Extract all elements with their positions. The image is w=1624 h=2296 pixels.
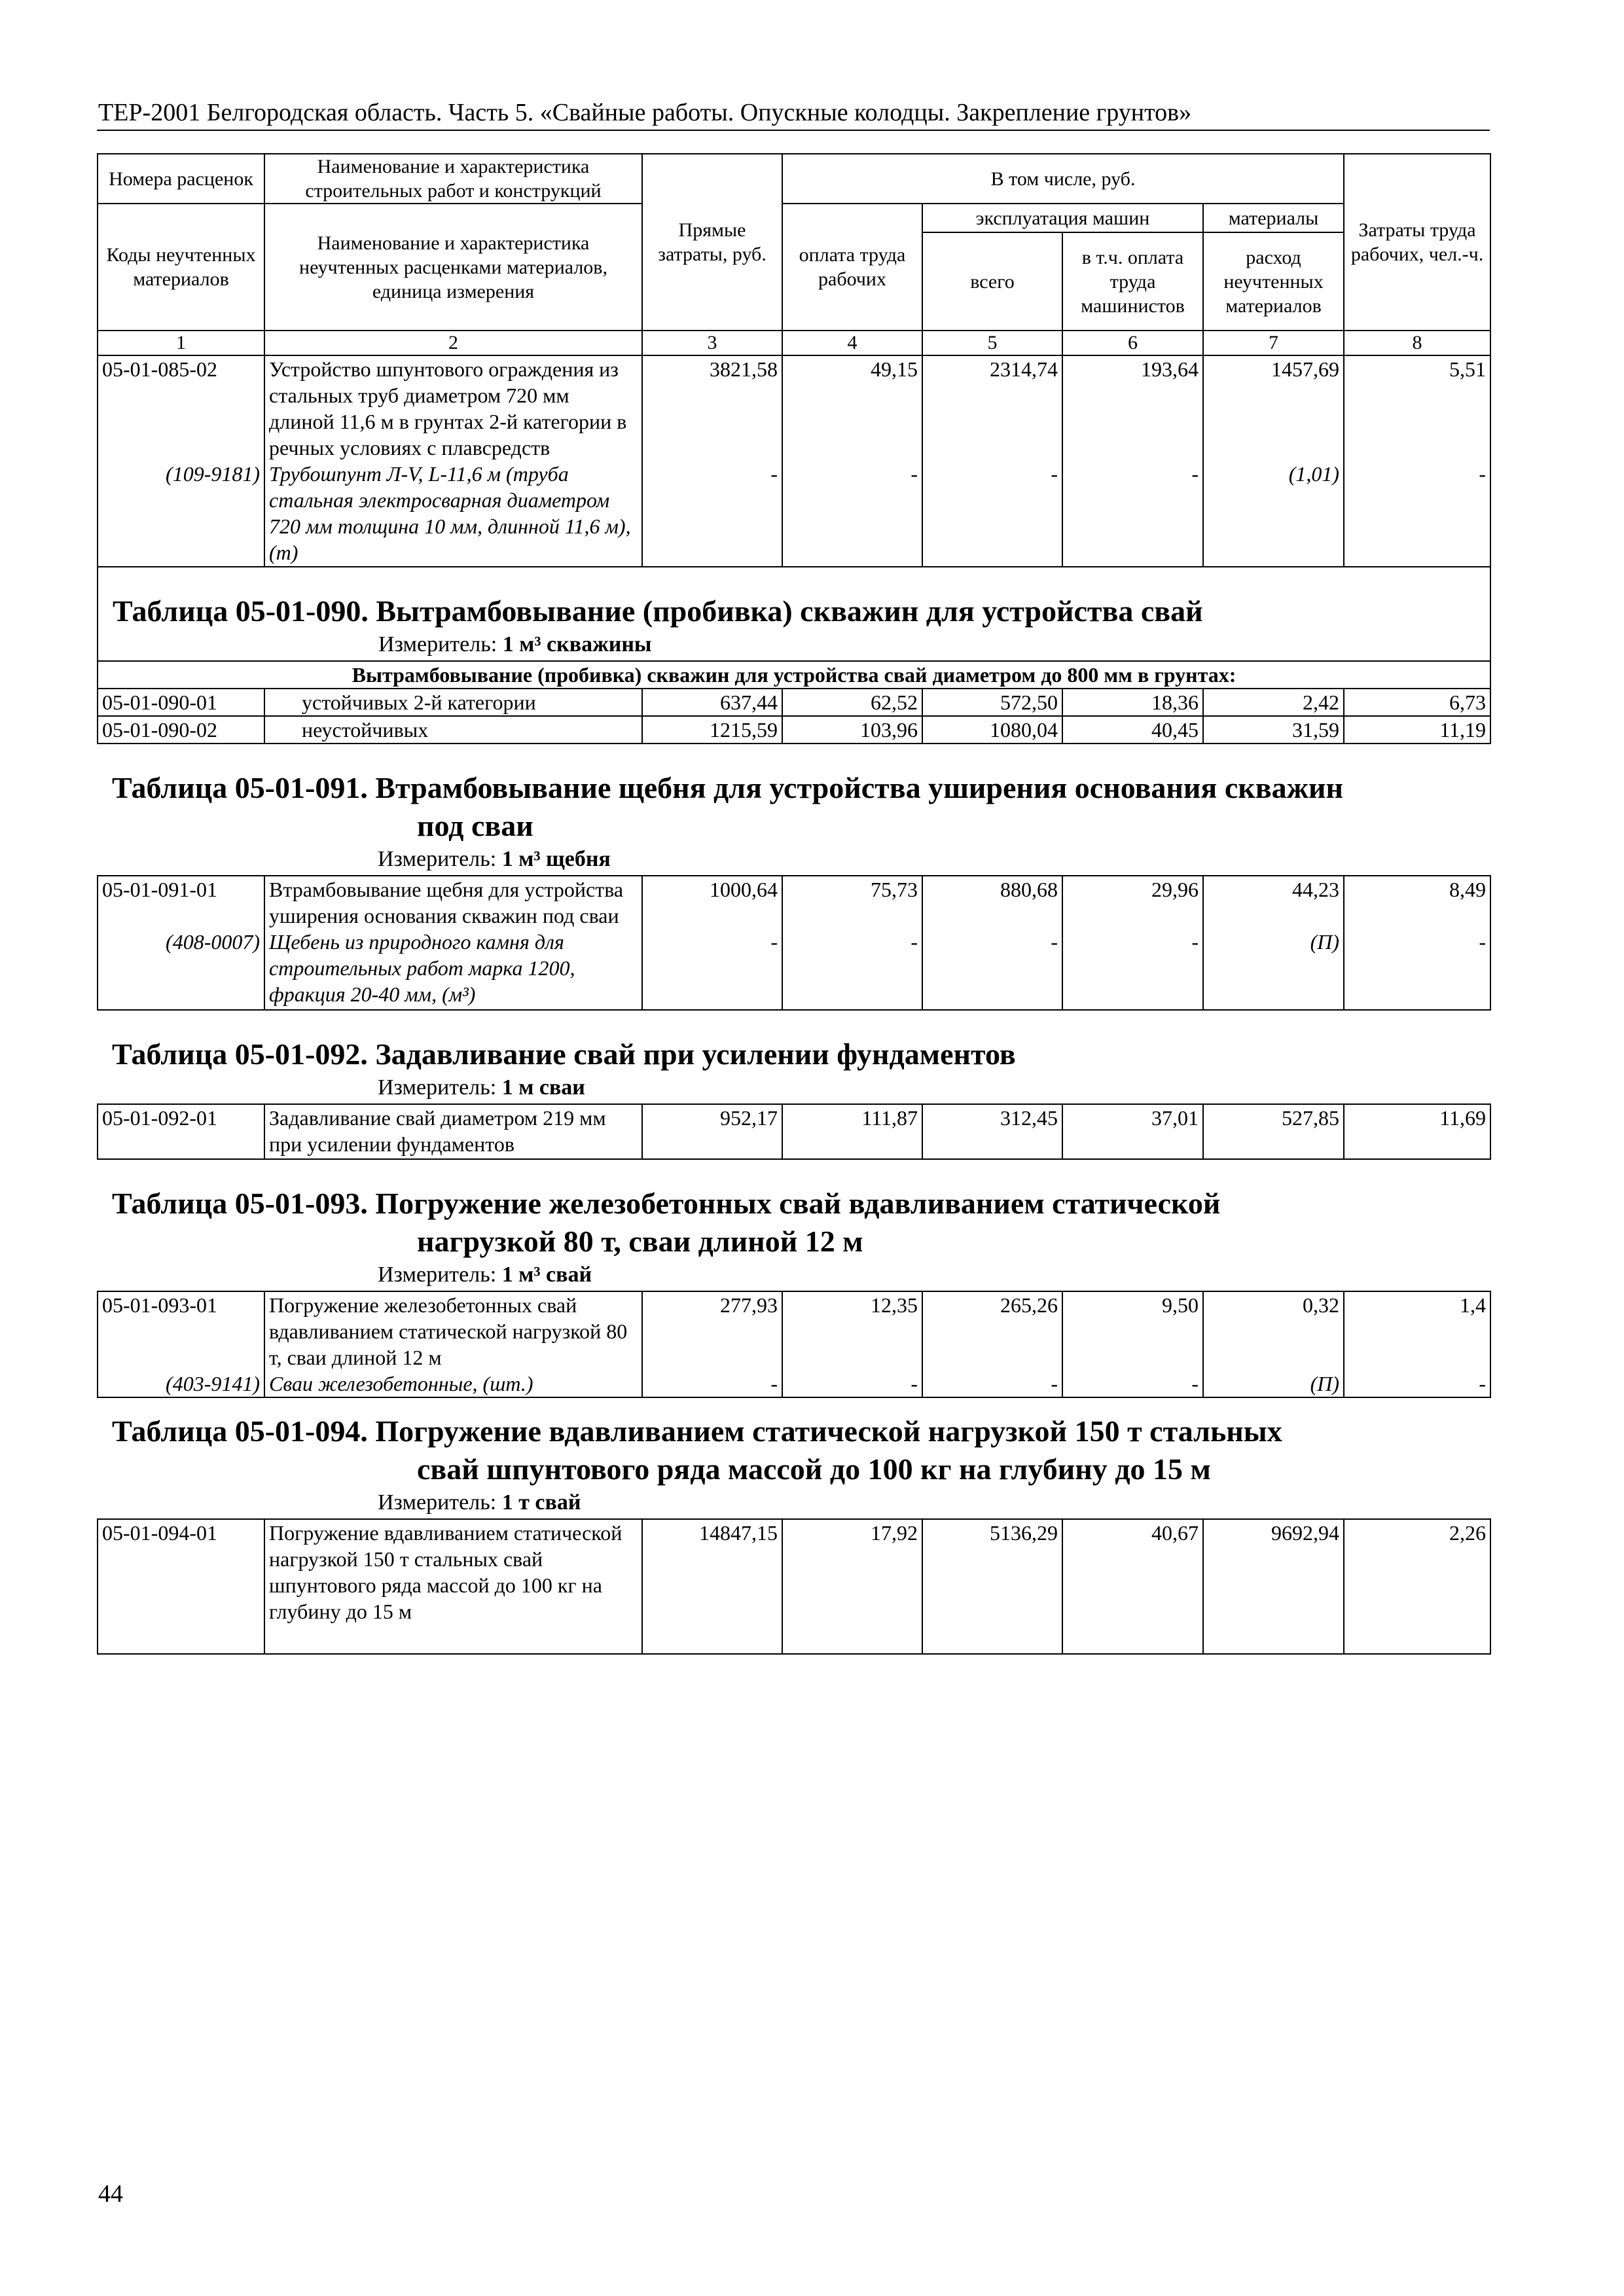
section-title-090 [98, 567, 1490, 630]
measure-row [98, 845, 1490, 876]
column-number: 1 [98, 331, 264, 355]
rate-code: 05-01-090-01 [98, 689, 264, 716]
direct-costs: 14847,15 [642, 1519, 782, 1654]
material-value: - [1344, 929, 1490, 1010]
direct-costs: 277,93 [642, 1291, 782, 1371]
section-title-text-2: нагрузкой 80 т, сваи длиной 12 м [417, 1225, 863, 1258]
worker-wages: 103,96 [782, 716, 922, 744]
machines-total: 1080,04 [922, 716, 1062, 744]
labor-hours: 5,51 [1344, 355, 1490, 461]
worker-wages: 17,92 [782, 1519, 922, 1654]
table-row [98, 355, 1490, 461]
materials-cost: 44,23 [1203, 876, 1344, 929]
column-number: 2 [264, 331, 642, 355]
section-title-text: Таблица 05-01-094. Погружение вдавливанием статической нагрузкой 150 т стальных [112, 1414, 1282, 1448]
rate-code: 05-01-085-02 [98, 355, 264, 461]
rate-name: Задавливание свай диаметром 219 мм при усилении фундаментов [264, 1104, 642, 1159]
material-value: - [642, 929, 782, 1010]
material-name: Трубошпунт Л-V, L-11,6 м (труба стальная электросварная диаметром 720 мм толщина 10 мм, длинной 11,6 м), (т) [264, 461, 642, 567]
section-title-092 [98, 1010, 1490, 1073]
table-row [98, 876, 1490, 929]
header-machine-operation: эксплуатация машин [922, 204, 1203, 232]
material-value: - [1344, 461, 1490, 567]
measure-label: Измеритель: [378, 1263, 497, 1287]
rate-name: Погружение вдавливанием статической нагрузкой 150 т стальных свай шпунтового ряда массой до 100 кг на глубину до 15 м [264, 1519, 642, 1654]
column-number: 4 [782, 331, 922, 355]
direct-costs: 952,17 [642, 1104, 782, 1159]
material-consumption: (П) [1203, 1371, 1344, 1397]
page-number: 44 [98, 2180, 123, 2208]
machines-total: 312,45 [922, 1104, 1062, 1159]
column-number: 5 [922, 331, 1062, 355]
section-title-text-2: под сваи [417, 809, 533, 842]
worker-wages: 49,15 [782, 355, 922, 461]
material-value: - [1062, 1371, 1203, 1397]
material-consumption: (1,01) [1203, 461, 1344, 567]
header-worker-wages: оплата труда рабочих [782, 204, 922, 331]
material-code: (403-9141) [98, 1371, 264, 1397]
labor-hours: 2,26 [1344, 1519, 1490, 1654]
operator-wages: 29,96 [1062, 876, 1203, 929]
material-row [98, 929, 1490, 1010]
material-value: - [922, 461, 1062, 567]
rate-code: 05-01-093-01 [98, 1291, 264, 1371]
header-direct-costs: Прямые затраты, руб. [642, 154, 782, 331]
header-rate-numbers: Номера расценок [98, 154, 264, 204]
measure-label: Измеритель: [378, 847, 497, 871]
table-row [98, 689, 1490, 716]
header-operator-wages: в т.ч. оплата труда машинистов [1062, 232, 1203, 331]
materials-cost: 31,59 [1203, 716, 1344, 744]
labor-hours: 6,73 [1344, 689, 1490, 716]
labor-hours: 11,69 [1344, 1104, 1490, 1159]
operator-wages: 40,45 [1062, 716, 1203, 744]
page-header: ТЕР-2001 Белгородская область. Часть 5. «Свайные работы. Опускные колодцы. Закрепление грунтов» [98, 99, 1192, 126]
table-row [98, 1291, 1490, 1371]
direct-costs: 3821,58 [642, 355, 782, 461]
material-value: - [1344, 1371, 1490, 1397]
operator-wages: 37,01 [1062, 1104, 1203, 1159]
rate-name: Устройство шпунтового ограждения из стальных труб диаметром 720 мм длиной 11,6 м в грунтах 2-й категории в речных условиях с плавсредств [264, 355, 642, 461]
rate-name: Втрамбовывание щебня для устройства уширения основания скважин под сваи [264, 876, 642, 929]
section-title-text: Таблица 05-01-093. Погружение железобетонных свай вдавливанием статической [112, 1187, 1221, 1220]
header-unaccounted-materials: расход неучтенных материалов [1203, 232, 1344, 331]
material-code: (408-0007) [98, 929, 264, 1010]
header-work-name: Наименование и характеристика строительных работ и конструкций [264, 154, 642, 204]
section-title-text: Таблица 05-01-090. Вытрамбовывание (пробивка) скважин для устройства свай [113, 594, 1203, 628]
measure-value: 1 м³ скважины [502, 632, 652, 656]
rates-table-container [97, 153, 1490, 1655]
table-header-row [98, 154, 1490, 204]
material-value: - [922, 929, 1062, 1010]
materials-cost: 1457,69 [1203, 355, 1344, 461]
machines-total: 2314,74 [922, 355, 1062, 461]
direct-costs: 637,44 [642, 689, 782, 716]
rate-code: 05-01-091-01 [98, 876, 264, 929]
column-number: 3 [642, 331, 782, 355]
material-value: - [782, 929, 922, 1010]
materials-cost: 2,42 [1203, 689, 1344, 716]
measure-row [98, 1261, 1490, 1291]
operator-wages: 40,67 [1062, 1519, 1203, 1654]
measure-row [98, 630, 1490, 661]
materials-cost: 0,32 [1203, 1291, 1344, 1371]
header-material-codes: Коды неучтенных материалов [98, 204, 264, 331]
machines-total: 880,68 [922, 876, 1062, 929]
material-value: - [922, 1371, 1062, 1397]
worker-wages: 62,52 [782, 689, 922, 716]
rates-table [97, 153, 1491, 1655]
header-materials: материалы [1203, 204, 1344, 232]
section-title-094 [98, 1397, 1490, 1488]
worker-wages: 12,35 [782, 1291, 922, 1371]
material-row [98, 461, 1490, 567]
header-rule [97, 130, 1490, 131]
material-row [98, 1371, 1490, 1397]
machines-total: 5136,29 [922, 1519, 1062, 1654]
material-consumption: (П) [1203, 929, 1344, 1010]
worker-wages: 75,73 [782, 876, 922, 929]
column-number: 8 [1344, 331, 1490, 355]
rate-name: неустойчивых [264, 716, 642, 744]
column-number-row [98, 331, 1490, 355]
operator-wages: 193,64 [1062, 355, 1203, 461]
material-value: - [642, 1371, 782, 1397]
rate-code: 05-01-094-01 [98, 1519, 264, 1654]
section-title-text: Таблица 05-01-091. Втрамбовывание щебня для устройства уширения основания скважин [112, 771, 1343, 804]
header-labor-costs: Затраты труда рабочих, чел.-ч. [1344, 154, 1490, 331]
rate-name: Погружение железобетонных свай вдавливанием статической нагрузкой 80 т, сваи длиной 12 м [264, 1291, 642, 1371]
operator-wages: 18,36 [1062, 689, 1203, 716]
table-row [98, 716, 1490, 744]
subheading: Вытрамбовывание (пробивка) скважин для устройства свай диаметром до 800 мм в грунтах: [98, 661, 1490, 689]
material-value: - [782, 1371, 922, 1397]
section-title-text: Таблица 05-01-092. Задавливание свай при усилении фундаментов [112, 1037, 1016, 1071]
measure-value: 1 м сваи [501, 1075, 585, 1100]
material-name: Щебень из природного камня для строительных работ марка 1200, фракция 20-40 мм, (м³) [264, 929, 642, 1010]
worker-wages: 111,87 [782, 1104, 922, 1159]
operator-wages: 9,50 [1062, 1291, 1203, 1371]
section-title-text-2: свай шпунтового ряда массой до 100 кг на глубину до 15 м [417, 1452, 1211, 1486]
material-value: - [642, 461, 782, 567]
materials-cost: 9692,94 [1203, 1519, 1344, 1654]
material-value: - [782, 461, 922, 567]
material-value: - [1062, 461, 1203, 567]
materials-cost: 527,85 [1203, 1104, 1344, 1159]
measure-row [98, 1073, 1490, 1104]
direct-costs: 1000,64 [642, 876, 782, 929]
labor-hours: 1,4 [1344, 1291, 1490, 1371]
table-row [98, 1519, 1490, 1654]
section-title-091 [98, 744, 1490, 845]
subheading-row [98, 661, 1490, 689]
rate-code: 05-01-092-01 [98, 1104, 264, 1159]
measure-value: 1 м³ свай [501, 1263, 592, 1287]
machines-total: 265,26 [922, 1291, 1062, 1371]
rate-name: устойчивых 2-й категории [264, 689, 642, 716]
measure-label: Измеритель: [378, 632, 497, 656]
rate-code: 05-01-090-02 [98, 716, 264, 744]
header-machines-total: всего [922, 232, 1062, 331]
section-title-093 [98, 1159, 1490, 1261]
column-number: 7 [1203, 331, 1344, 355]
measure-row [98, 1488, 1490, 1519]
measure-label: Измеритель: [378, 1490, 497, 1515]
labor-hours: 8,49 [1344, 876, 1490, 929]
header-material-name: Наименование и характеристика неучтенных расценками материалов, единица измерения [264, 204, 642, 331]
machines-total: 572,50 [922, 689, 1062, 716]
material-code: (109-9181) [98, 461, 264, 567]
direct-costs: 1215,59 [642, 716, 782, 744]
measure-label: Измеритель: [378, 1075, 497, 1100]
table-row [98, 1104, 1490, 1159]
measure-value: 1 м³ щебня [501, 847, 611, 871]
labor-hours: 11,19 [1344, 716, 1490, 744]
material-name: Сваи железобетонные, (шт.) [264, 1371, 642, 1397]
header-in-total: В том числе, руб. [782, 154, 1344, 204]
material-value: - [1062, 929, 1203, 1010]
column-number: 6 [1062, 331, 1203, 355]
measure-value: 1 т свай [501, 1490, 581, 1515]
